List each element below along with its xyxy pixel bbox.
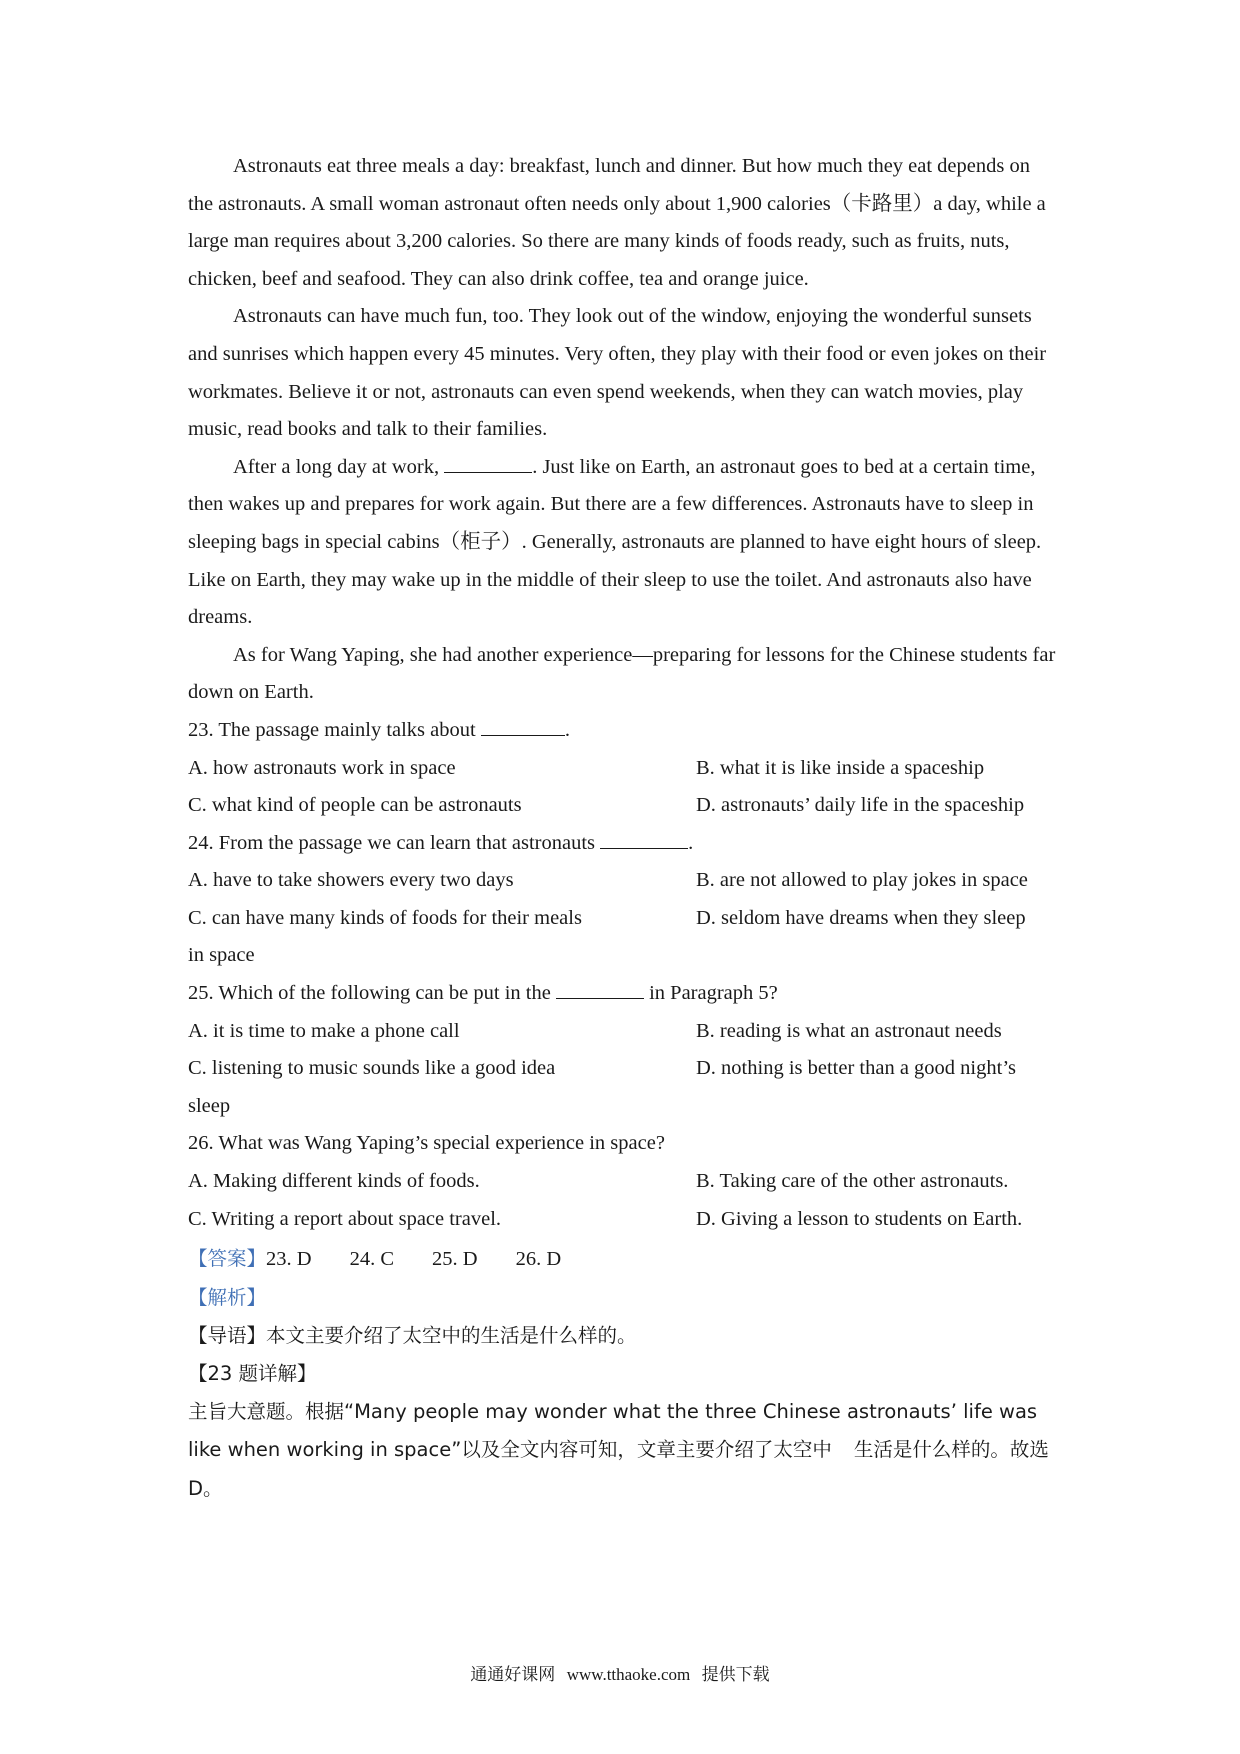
question-stem-text: 24. From the passage we can learn that astronauts — [188, 831, 601, 854]
question-stem-text: 23. The passage mainly talks about — [188, 718, 481, 741]
option-a: A. how astronauts work in space — [188, 756, 456, 779]
q23-detail-text — [188, 1393, 1058, 1509]
option-d: D. nothing is better than a good night’s — [696, 1057, 1016, 1080]
answer-tag: 【答案】 — [188, 1247, 267, 1271]
detail-text-part-1: 主旨大意题。根据“Many people may wonder what the three Chinese astronauts’ life was like when working in space”以及全文内容可知，文章主要介绍了太空中 — [188, 1399, 1038, 1462]
option-d: D. astronauts’ daily life in the spaceship — [696, 794, 1025, 817]
question-stem-end: . — [688, 831, 694, 854]
answer-item: 26. D — [515, 1248, 562, 1271]
question-24-stem — [188, 825, 1058, 863]
option-b: B. are not allowed to play jokes in space — [696, 869, 1028, 892]
option-a: A. have to take showers every two days — [188, 869, 514, 892]
blank — [556, 978, 644, 999]
intro-line — [188, 1317, 1058, 1355]
paragraph-sleep — [188, 449, 1058, 637]
option-d: D. seldom have dreams when they sleep — [696, 906, 1026, 929]
question-25-options — [188, 1013, 1058, 1088]
paragraph-sleep-rest: . Just like on Earth, an astronaut goes to bed at a certain time, then wakes up and prepares for work again. But there are a few differences. Astronauts have to sleep in sleeping bags in special cabins（柜子）. Generally, astronauts are planned to have eight hours of sleep. Like on Earth, they may wake up in the middle of their sleep to use the toilet. And astronauts also have dreams. — [188, 455, 1042, 629]
analysis-tag: 【解析】 — [188, 1285, 267, 1309]
intro-tag: 【导语】 — [188, 1324, 267, 1348]
answer-item: 24. C — [349, 1248, 395, 1271]
intro-text: 本文主要介绍了太空中的生活是什么样的。 — [266, 1324, 637, 1348]
question-23-options — [188, 750, 1058, 825]
page-footer — [0, 1660, 1240, 1685]
footer-url[interactable]: www.tthaoke.com — [566, 1665, 691, 1684]
footer-site-name: 通通好课网 — [470, 1665, 556, 1685]
paragraph-wang-yaping: As for Wang Yaping, she had another experience—preparing for lessons for the Chinese students far down on Earth. — [188, 643, 1056, 704]
paragraph-fun: Astronauts can have much fun, too. They look out of the window, enjoying the wonderful sunsets and sunrises which happen every 45 minutes. Very often, they play with their food or even jokes on their workmates. Believe it or not, astronauts can even spend weekends, when they can watch movies, play music, read books and talk to their families. — [188, 305, 1047, 441]
analysis-heading — [188, 1279, 1058, 1318]
question-stem-text: 25. Which of the following can be put in the — [188, 982, 556, 1005]
question-25-stem — [188, 975, 1058, 1013]
option-d: D. Giving a lesson to students on Earth. — [696, 1207, 1023, 1230]
blank — [444, 452, 532, 473]
option-b: B. Taking care of the other astronauts. — [696, 1170, 1009, 1193]
option-b: B. what it is like inside a spaceship — [696, 756, 985, 779]
option-c: C. can have many kinds of foods for their meals — [188, 906, 582, 929]
option-a: A. Making different kinds of foods. — [188, 1170, 480, 1193]
option-c: C. listening to music sounds like a good idea — [188, 1057, 556, 1080]
option-c-wrap: in space — [188, 944, 255, 967]
question-stem-end: . — [564, 718, 570, 741]
option-d-wrap: sleep — [188, 1094, 231, 1117]
option-a: A. it is time to make a phone call — [188, 1019, 460, 1042]
blank — [481, 715, 565, 736]
blank — [600, 828, 688, 849]
document-page — [188, 148, 1058, 1508]
paragraph-meals: Astronauts eat three meals a day: breakfast, lunch and dinner. But how much they eat depends on the astronauts. A small woman astronaut often needs only about 1,900 calories（卡路里）a day, while a large man requires about 3,200 calories. So there are many kinds of foods ready, such as fruits, nuts, chicken, beef and seafood. They can also drink coffee, tea and orange juice. — [188, 155, 1046, 290]
question-24-options — [188, 862, 1058, 937]
answer-item: 25. D — [432, 1248, 478, 1271]
q23-detail-heading: 【23 题详解】 — [188, 1362, 317, 1385]
question-23-stem — [188, 712, 1058, 750]
question-26-options — [188, 1163, 1058, 1238]
answer-item: 23. D — [266, 1248, 312, 1271]
option-b: B. reading is what an astronaut needs — [696, 1019, 1002, 1042]
paragraph-sleep-start: After a long day at work, — [233, 455, 445, 478]
option-c: C. what kind of people can be astronauts — [188, 794, 522, 817]
question-26-stem: 26. What was Wang Yaping’s special experience in space? — [188, 1132, 665, 1155]
detail-text-part-2: 生活是什么样的。故选 D。 — [188, 1438, 1049, 1500]
footer-note: 提供下载 — [701, 1665, 770, 1685]
answer-line — [188, 1240, 1058, 1279]
question-stem-end: in Paragraph 5? — [643, 982, 778, 1005]
option-c: C. Writing a report about space travel. — [188, 1207, 502, 1230]
